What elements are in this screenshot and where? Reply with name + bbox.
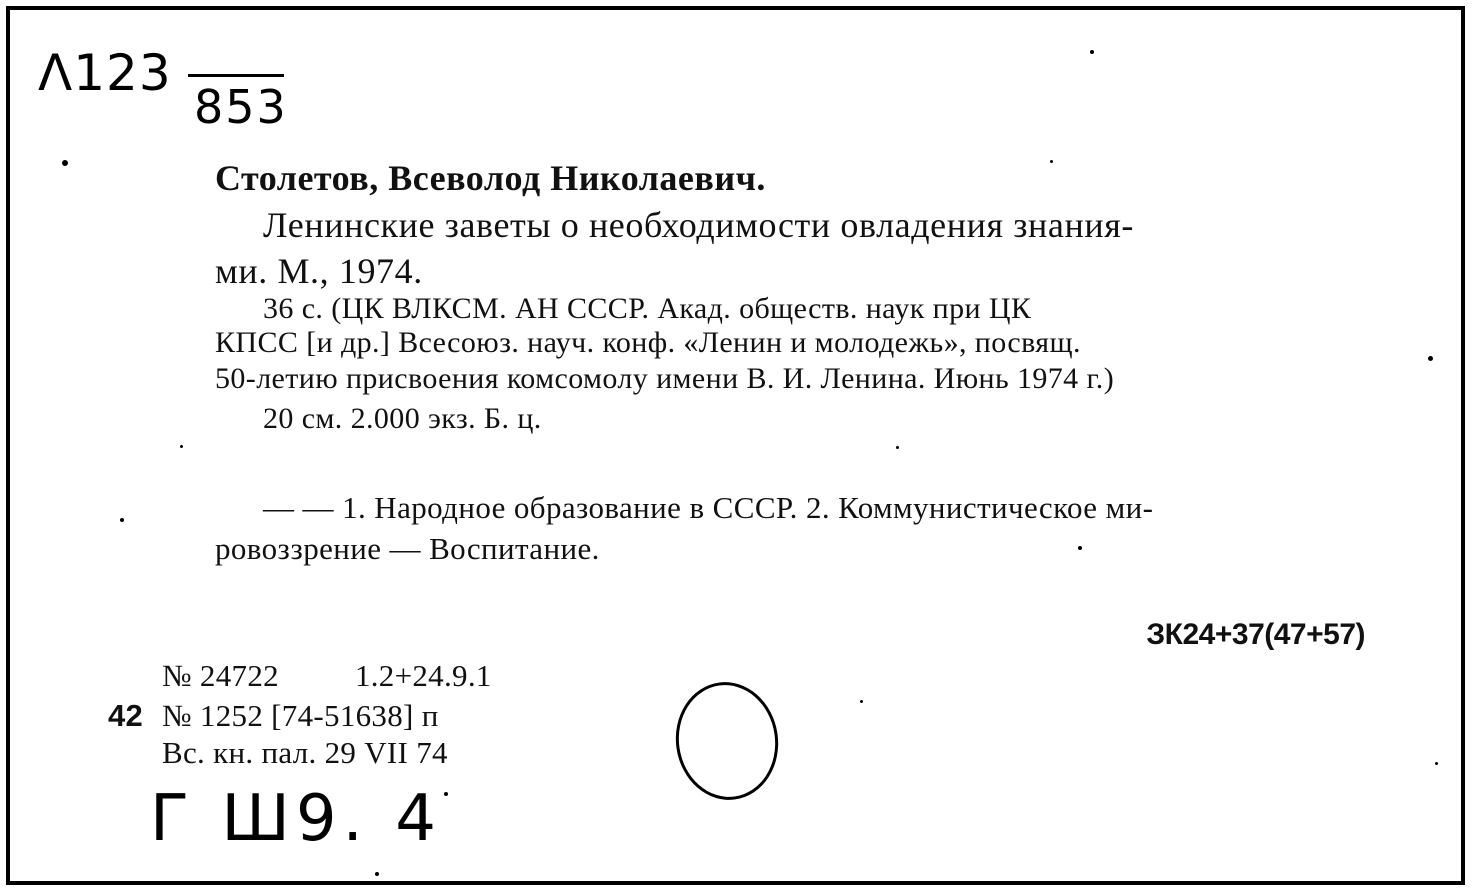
- card-number: № 1252 [74-51638] п: [162, 698, 439, 733]
- card-number-line: [108, 700, 439, 731]
- shelf-mark-fraction-bar: [188, 74, 284, 77]
- record-number: № 24722: [162, 658, 279, 693]
- title-line-2: ми. М., 1974.: [215, 251, 423, 291]
- speck: [444, 792, 448, 796]
- collation-line-1: 36 с. (ЦК ВЛКСМ. АН СССР. Акад. обществ. наук при ЦК: [263, 292, 1032, 325]
- collation-line-4: 20 см. 2.000 экз. Б. ц.: [263, 402, 542, 435]
- speck: [180, 445, 183, 448]
- shelf-mark: Λ123: [38, 44, 172, 102]
- page-number: 42: [108, 698, 144, 733]
- subject-line-2: ровоззрение — Воспитание.: [215, 531, 600, 566]
- speck: [896, 446, 899, 449]
- speck: [120, 518, 124, 522]
- speck: [860, 700, 863, 703]
- speck: [62, 160, 68, 166]
- record-number-line: [162, 660, 492, 691]
- stamp-circle: [668, 675, 785, 806]
- author-heading: Столетов, Всеволод Николаевич.: [215, 158, 766, 198]
- shelf-mark-denominator: 853: [194, 80, 288, 134]
- title-line-1: Ленинские заветы о необходимости овладения знания-: [263, 205, 1134, 245]
- collation-line-3: 50-летию присвоения комсомолу имени В. И. Ленина. Июнь 1974 г.): [215, 362, 1115, 395]
- collation-line-2: КПСС [и др.] Всесоюз. науч. конф. «Ленин и молодежь», посвящ.: [215, 326, 1081, 359]
- catalog-card: [6, 6, 1465, 885]
- speck: [375, 872, 379, 876]
- book-chamber-line: Вс. кн. пал. 29 VII 74: [162, 735, 448, 770]
- classification-code: 1.2+24.9.1: [354, 658, 492, 693]
- speck: [1090, 50, 1094, 54]
- speck: [1050, 160, 1053, 163]
- classification-index: ЗК24+37(47+57): [1146, 618, 1365, 651]
- subject-line-1: — — 1. Народное образование в СССР. 2. Коммунистическое ми-: [263, 490, 1154, 525]
- speck: [1428, 356, 1433, 361]
- speck: [1435, 762, 1438, 765]
- handwritten-note: Г Ш9. 4: [150, 782, 442, 856]
- speck: [1078, 546, 1082, 550]
